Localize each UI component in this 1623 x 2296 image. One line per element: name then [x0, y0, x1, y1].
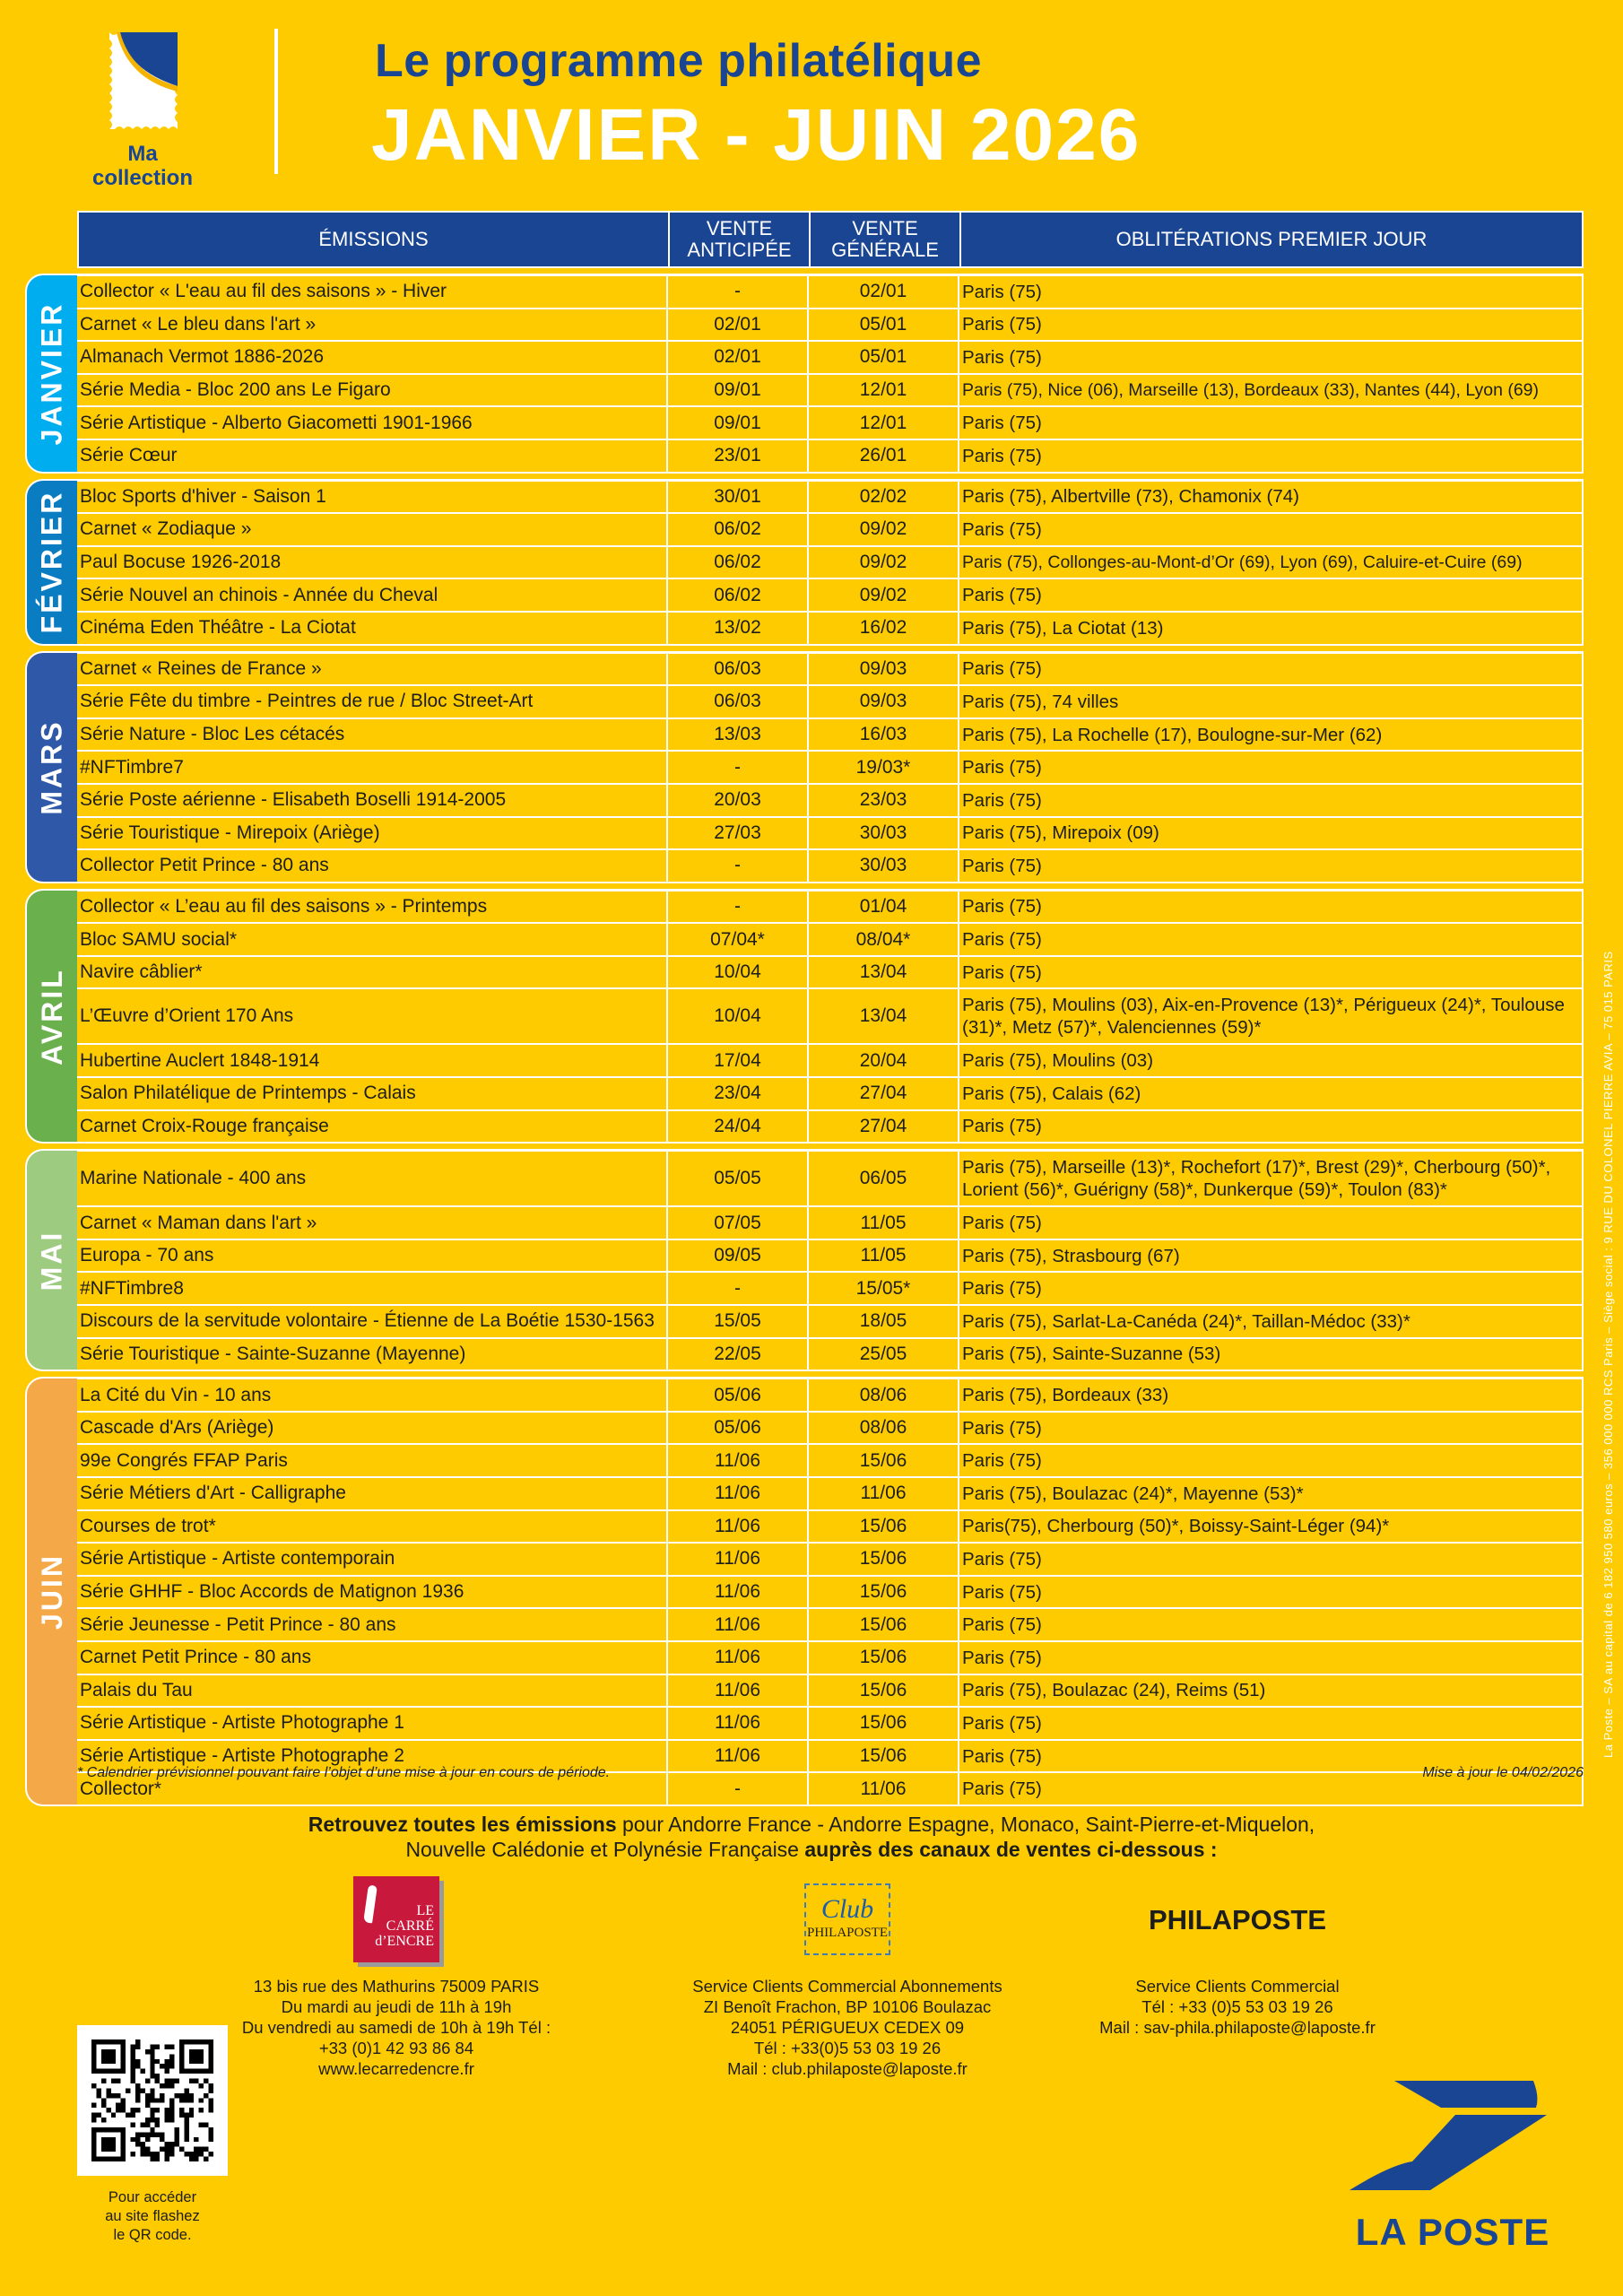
vente-anticipee: 22/05 [668, 1339, 809, 1370]
vente-generale: 15/06 [809, 1577, 959, 1608]
vente-anticipee: 11/06 [668, 1741, 809, 1772]
month-group-5 [77, 1377, 1584, 1806]
obliterations: Paris (75), Bordeaux (33) [959, 1379, 1584, 1411]
vente-anticipee: 06/03 [668, 686, 809, 718]
header-emissions: ÉMISSIONS [79, 213, 670, 266]
obliterations: Paris (75) [959, 1207, 1584, 1239]
month-label: MARS [35, 719, 68, 815]
table-row [77, 719, 1584, 752]
table-row [77, 1445, 1584, 1478]
vente-generale: 15/05* [809, 1273, 959, 1304]
emission-name: Marine Nationale - 400 ans [77, 1152, 668, 1205]
vente-anticipee: - [668, 276, 809, 308]
emission-name: Série Poste aérienne - Elisabeth Boselli 1914-2005 [77, 785, 668, 816]
vente-generale: 09/02 [809, 579, 959, 611]
emission-name: Discours de la servitude volontaire - Étienne de La Boétie 1530-1563 [77, 1306, 668, 1337]
table-row [77, 1609, 1584, 1642]
vente-anticipee: 09/05 [668, 1240, 809, 1272]
emission-name: Hubertine Auclert 1848-1914 [77, 1045, 668, 1076]
obliterations: Paris (75) [959, 1642, 1584, 1674]
table-row [77, 1240, 1584, 1274]
vente-generale: 05/01 [809, 342, 959, 373]
obliterations: Paris (75) [959, 654, 1584, 685]
header-obliterations: OBLITÉRATIONS PREMIER JOUR [1115, 228, 1428, 250]
obliterations: Paris (75), Nice (06), Marseille (13), Bordeaux (33), Nantes (44), Lyon (69) [959, 375, 1584, 406]
vente-generale: 02/01 [809, 276, 959, 308]
vente-generale: 09/03 [809, 654, 959, 685]
emission-name: Palais du Tau [77, 1675, 668, 1707]
emission-name: Série GHHF - Bloc Accords de Matignon 1936 [77, 1577, 668, 1608]
table-row [77, 579, 1584, 613]
emission-name: Cinéma Eden Théâtre - La Ciotat [77, 613, 668, 644]
vente-anticipee: 10/04 [668, 957, 809, 988]
vente-generale: 12/01 [809, 375, 959, 406]
vente-anticipee: 17/04 [668, 1045, 809, 1076]
table-row [77, 1511, 1584, 1544]
vente-generale: 26/01 [809, 440, 959, 472]
table-row [77, 686, 1584, 719]
obliterations: Paris (75) [959, 1544, 1584, 1575]
vente-generale: 02/02 [809, 482, 959, 513]
vente-generale: 11/05 [809, 1207, 959, 1239]
vente-anticipee: - [668, 850, 809, 882]
intro-text-2: Nouvelle Calédonie et Polynésie Française [405, 1838, 805, 1861]
table-row [77, 342, 1584, 375]
vente-anticipee: 10/04 [668, 989, 809, 1043]
vente-generale: 09/02 [809, 514, 959, 545]
emission-name: Série Nouvel an chinois - Année du Cheval [77, 579, 668, 611]
qr-caption: Pour accéder au site flashez le QR code. [105, 2189, 200, 2243]
obliterations: Paris (75) [959, 957, 1584, 988]
emissions-table [77, 211, 1584, 1806]
obliterations: Paris (75), Sainte-Suzanne (53) [959, 1339, 1584, 1370]
vente-anticipee: 09/01 [668, 375, 809, 406]
emission-name: Série Jeunesse - Petit Prince - 80 ans [77, 1609, 668, 1640]
channel-phone: Tél : +33 (0)5 53 03 19 26 [1141, 1997, 1333, 2016]
vente-anticipee: 15/05 [668, 1306, 809, 1337]
obliterations: Paris (75) [959, 579, 1584, 611]
obliterations: Paris (75) [959, 785, 1584, 816]
emission-name: Navire câblier* [77, 957, 668, 988]
emission-name: Série Cœur [77, 440, 668, 472]
emission-name: Carnet « Le bleu dans l'art » [77, 309, 668, 341]
vente-generale: 15/06 [809, 1708, 959, 1739]
month-tab-juin [25, 1377, 77, 1806]
vente-generale: 18/05 [809, 1306, 959, 1337]
vente-anticipee: 11/06 [668, 1609, 809, 1640]
obliterations: Paris (75) [959, 924, 1584, 955]
emission-name: Carnet Croix-Rouge française [77, 1111, 668, 1143]
emission-name: L’Œuvre d’Orient 170 Ans [77, 989, 668, 1043]
vente-anticipee: - [668, 1273, 809, 1304]
club-philaposte-logo: Club PHILAPOSTE [804, 1883, 890, 1955]
vente-anticipee: 06/03 [668, 654, 809, 685]
table-row [77, 613, 1584, 646]
vente-anticipee: 27/03 [668, 818, 809, 849]
emission-name: Almanach Vermot 1886-2026 [77, 342, 668, 373]
vente-anticipee: 09/01 [668, 407, 809, 439]
vente-anticipee: 24/04 [668, 1111, 809, 1143]
emission-name: Collector « L’eau au fil des saisons » - Printemps [77, 891, 668, 923]
table-row [77, 989, 1584, 1045]
table-row [77, 514, 1584, 547]
la-poste-logo: LA POSTE [1327, 2079, 1578, 2254]
table-row [77, 1207, 1584, 1240]
channel-address: 13 bis rue des Mathurins 75009 PARIS [253, 1977, 540, 1996]
page-subtitle: Le programme philatélique [375, 35, 983, 87]
emission-name: La Cité du Vin - 10 ans [77, 1379, 668, 1411]
channel-address: ZI Benoît Frachon, BP 10106 Boulazac [703, 1997, 992, 2016]
vente-anticipee: 13/02 [668, 613, 809, 644]
obliterations: Paris (75) [959, 850, 1584, 882]
emission-name: Collector « L'eau au fil des saisons » - Hiver [77, 276, 668, 308]
vente-anticipee: 02/01 [668, 342, 809, 373]
vente-generale: 11/05 [809, 1240, 959, 1272]
vente-anticipee: - [668, 1773, 809, 1805]
obliterations: Paris (75) [959, 440, 1584, 472]
table-row [77, 752, 1584, 785]
obliterations: Paris (75) [959, 342, 1584, 373]
emission-name: Carnet Petit Prince - 80 ans [77, 1642, 668, 1674]
vente-generale: 16/02 [809, 613, 959, 644]
table-row [77, 1379, 1584, 1413]
emission-name: Salon Philatélique de Printemps - Calais [77, 1078, 668, 1109]
logo-label: Ma collection [91, 142, 194, 190]
channel-phone: Tél : +33(0)5 53 03 19 26 [753, 2039, 942, 2057]
vente-anticipee: 11/06 [668, 1478, 809, 1509]
month-tab-mai [25, 1149, 77, 1371]
table-row [77, 1078, 1584, 1111]
header-divider [274, 29, 278, 174]
table-row [77, 1306, 1584, 1339]
month-tab-avril [25, 889, 77, 1144]
table-row [77, 818, 1584, 851]
obliterations: Paris (75) [959, 1741, 1584, 1772]
table-header [77, 211, 1584, 268]
emission-name: Carnet « Reines de France » [77, 654, 668, 685]
obliterations: Paris (75) [959, 407, 1584, 439]
table-row [77, 440, 1584, 474]
vente-anticipee: 02/01 [668, 309, 809, 341]
obliterations: Paris (75), 74 villes [959, 686, 1584, 718]
vente-generale: 30/03 [809, 818, 959, 849]
vente-anticipee: 06/02 [668, 579, 809, 611]
vente-generale: 23/03 [809, 785, 959, 816]
footnote: * Calendrier prévisionnel pouvant faire l’objet d’une mise à jour en cours de période. [77, 1765, 611, 1780]
vente-generale: 05/01 [809, 309, 959, 341]
obliterations: Paris (75), La Ciotat (13) [959, 613, 1584, 644]
table-row [77, 654, 1584, 687]
obliterations: Paris (75) [959, 752, 1584, 783]
la-poste-bird-icon [1341, 2079, 1565, 2196]
vente-anticipee: 05/05 [668, 1152, 809, 1205]
vente-anticipee: 05/06 [668, 1379, 809, 1411]
emission-name: #NFTimbre7 [77, 752, 668, 783]
table-row [77, 1413, 1584, 1446]
vente-generale: 16/03 [809, 719, 959, 751]
intro-bold-2: auprès des canaux de ventes ci-dessous : [804, 1838, 1218, 1861]
vente-anticipee: 06/02 [668, 514, 809, 545]
table-row [77, 1339, 1584, 1372]
table-row [77, 1642, 1584, 1675]
obliterations: Paris (75), Boulazac (24)*, Mayenne (53)* [959, 1478, 1584, 1509]
table-row [77, 1273, 1584, 1306]
vente-generale: 06/05 [809, 1152, 959, 1205]
vente-generale: 27/04 [809, 1078, 959, 1109]
month-label: JANVIER [35, 301, 68, 446]
obliterations: Paris (75), Marseille (13)*, Rochefort (17)*, Brest (29)*, Cherbourg (50)*, Lorient (56)*, Guérigny (58)*, Dunkerque (59)*, Toulon (83)* [959, 1152, 1584, 1205]
channel-club-philaposte [659, 1870, 1036, 2079]
vente-generale: 11/06 [809, 1478, 959, 1509]
table-row [77, 482, 1584, 515]
month-tab-mars [25, 651, 77, 883]
table-row [77, 276, 1584, 309]
emission-name: Cascade d'Ars (Ariège) [77, 1413, 668, 1444]
vente-anticipee: 11/06 [668, 1445, 809, 1476]
vente-anticipee: 06/02 [668, 547, 809, 578]
vente-generale: 15/06 [809, 1642, 959, 1674]
channel-service: Service Clients Commercial [1135, 1977, 1340, 1996]
vente-anticipee: 11/06 [668, 1577, 809, 1608]
obliterations: Paris (75) [959, 891, 1584, 923]
vente-generale: 08/06 [809, 1379, 959, 1411]
header-vente-anticipee: VENTE ANTICIPÉE [670, 213, 811, 266]
table-row [77, 1675, 1584, 1709]
vente-generale: 27/04 [809, 1111, 959, 1143]
table-row [77, 547, 1584, 580]
vente-generale: 09/02 [809, 547, 959, 578]
vente-generale: 25/05 [809, 1339, 959, 1370]
month-group-1 [77, 479, 1584, 646]
vente-generale: 08/04* [809, 924, 959, 955]
table-row [77, 1708, 1584, 1741]
emission-name: Série Métiers d'Art - Calligraphe [77, 1478, 668, 1509]
vente-anticipee: 11/06 [668, 1642, 809, 1674]
emission-name: 99e Congrés FFAP Paris [77, 1445, 668, 1476]
table-row [77, 1577, 1584, 1610]
obliterations: Paris (75), Moulins (03) [959, 1045, 1584, 1076]
vente-anticipee: 11/06 [668, 1544, 809, 1575]
channel-philaposte [1049, 1870, 1426, 2038]
qr-code[interactable] [77, 2025, 228, 2176]
emission-name: Collector* [77, 1773, 668, 1805]
emission-name: #NFTimbre8 [77, 1273, 668, 1304]
intro-text-1: pour Andorre France - Andorre Espagne, Monaco, Saint-Pierre-et-Miquelon, [616, 1813, 1315, 1836]
obliterations: Paris (75) [959, 276, 1584, 308]
carre-dencre-logo: LE CARRÉ d’ENCRE [353, 1876, 439, 1962]
philaposte-logo: PHILAPOSTE [1148, 1903, 1327, 1935]
channel-address: 24051 PÉRIGUEUX CEDEX 09 [730, 2018, 965, 2037]
emission-name: Collector Petit Prince - 80 ans [77, 850, 668, 882]
month-group-4 [77, 1149, 1584, 1371]
emission-name: Série Touristique - Sainte-Suzanne (Mayenne) [77, 1339, 668, 1370]
emission-name: Série Artistique - Artiste contemporain [77, 1544, 668, 1575]
vente-generale: 15/06 [809, 1445, 959, 1476]
vente-generale: 08/06 [809, 1413, 959, 1444]
table-row [77, 1544, 1584, 1577]
update-date: Mise à jour le 04/02/2026 [1422, 1765, 1584, 1780]
vente-generale: 15/06 [809, 1544, 959, 1575]
vente-generale: 19/03* [809, 752, 959, 783]
obliterations: Paris (75) [959, 1413, 1584, 1444]
obliterations: Paris(75), Cherbourg (50)*, Boissy-Saint-Léger (94)* [959, 1511, 1584, 1543]
emission-name: Courses de trot* [77, 1511, 668, 1543]
obliterations: Paris (75), Moulins (03), Aix-en-Provence (13)*, Périgueux (24)*, Toulouse (31)*, Metz (57)*, Valenciennes (59)* [959, 989, 1584, 1043]
month-tab-février [25, 479, 77, 646]
month-group-3 [77, 889, 1584, 1144]
channel-carre-dencre [208, 1870, 585, 2079]
vente-generale: 13/04 [809, 957, 959, 988]
obliterations: Paris (75) [959, 1273, 1584, 1304]
table-row [77, 1111, 1584, 1144]
channel-website-link[interactable]: www.lecarredencre.fr [318, 2059, 474, 2078]
vente-anticipee: 23/04 [668, 1078, 809, 1109]
channel-phone: +33 (0)1 42 93 86 84 [318, 2039, 474, 2057]
table-row [77, 957, 1584, 990]
vente-generale: 15/06 [809, 1675, 959, 1707]
emission-name: Série Fête du timbre - Peintres de rue / Bloc Street-Art [77, 686, 668, 718]
obliterations: Paris (75), Albertville (73), Chamonix (74) [959, 482, 1584, 513]
vente-generale: 15/06 [809, 1609, 959, 1640]
emission-name: Série Nature - Bloc Les cétacés [77, 719, 668, 751]
obliterations: Paris (75) [959, 1577, 1584, 1608]
vente-anticipee: - [668, 891, 809, 923]
table-row [77, 785, 1584, 818]
vente-generale: 30/03 [809, 850, 959, 882]
vente-generale: 15/06 [809, 1741, 959, 1772]
channel-service: Service Clients Commercial Abonnements [692, 1977, 1002, 1996]
emission-name: Série Artistique - Artiste Photographe 1 [77, 1708, 668, 1739]
obliterations: Paris (75), Strasbourg (67) [959, 1240, 1584, 1272]
channel-email-link[interactable]: Mail : sav-phila.philaposte@laposte.fr [1099, 2018, 1376, 2037]
legal-text: La Poste – SA au capital de 6 182 950 580 euros – 356 000 000 RCS Paris – Siège social : 9 RUE DU COLONEL PIERRE AVIA – 75 015 PARIS [1601, 951, 1615, 1758]
month-label: FÉVRIER [35, 490, 68, 634]
obliterations: Paris (75), Calais (62) [959, 1078, 1584, 1109]
month-label: MAI [35, 1230, 68, 1292]
obliterations: Paris (75), Mirepoix (09) [959, 818, 1584, 849]
vente-anticipee: 13/03 [668, 719, 809, 751]
emission-name: Europa - 70 ans [77, 1240, 668, 1272]
vente-anticipee: 30/01 [668, 482, 809, 513]
vente-anticipee: 07/05 [668, 1207, 809, 1239]
obliterations: Paris (75) [959, 1609, 1584, 1640]
obliterations: Paris (75) [959, 514, 1584, 545]
table-row [77, 924, 1584, 957]
vente-generale: 11/06 [809, 1773, 959, 1805]
vente-anticipee: 07/04* [668, 924, 809, 955]
vente-anticipee: - [668, 752, 809, 783]
emission-name: Série Media - Bloc 200 ans Le Figaro [77, 375, 668, 406]
sales-channels-intro [0, 1812, 1623, 1862]
vente-generale: 13/04 [809, 989, 959, 1043]
obliterations: Paris (75) [959, 1445, 1584, 1476]
emission-name: Série Touristique - Mirepoix (Ariège) [77, 818, 668, 849]
table-body [77, 274, 1584, 1806]
header-vente-generale: VENTE GÉNÉRALE [811, 213, 961, 266]
month-group-2 [77, 651, 1584, 883]
vente-anticipee: 11/06 [668, 1708, 809, 1739]
stamp-icon [104, 29, 181, 133]
vente-generale: 20/04 [809, 1045, 959, 1076]
channel-hours: Du vendredi au samedi de 10h à 19h Tél : [241, 2018, 551, 2037]
month-tab-janvier [25, 274, 77, 474]
vente-anticipee: 11/06 [668, 1511, 809, 1543]
qr-code-icon [91, 2039, 213, 2161]
emission-name: Bloc SAMU social* [77, 924, 668, 955]
vente-anticipee: 05/06 [668, 1413, 809, 1444]
obliterations: Paris (75), Collonges-au-Mont-d’Or (69), Lyon (69), Caluire-et-Cuire (69) [959, 547, 1584, 578]
emission-name: Série Artistique - Artiste Photographe 2 [77, 1741, 668, 1772]
intro-bold-1: Retrouvez toutes les émissions [308, 1813, 617, 1836]
page-title: JANVIER - JUIN 2026 [371, 94, 1141, 176]
table-row [77, 1045, 1584, 1078]
emission-name: Carnet « Zodiaque » [77, 514, 668, 545]
table-row [77, 891, 1584, 925]
vente-generale: 15/06 [809, 1511, 959, 1543]
table-row [77, 1478, 1584, 1511]
obliterations: Paris (75) [959, 1773, 1584, 1805]
channel-email-link[interactable]: Mail : club.philaposte@laposte.fr [727, 2059, 968, 2078]
obliterations: Paris (75), Sarlat-La-Canéda (24)*, Taillan-Médoc (33)* [959, 1306, 1584, 1337]
table-row [77, 375, 1584, 408]
table-row [77, 309, 1584, 343]
month-label: JUIN [35, 1553, 68, 1631]
vente-anticipee: 23/01 [668, 440, 809, 472]
month-group-0 [77, 274, 1584, 474]
table-row [77, 1152, 1584, 1207]
channel-hours: Du mardi au jeudi de 11h à 19h [281, 1997, 512, 2016]
emission-name: Bloc Sports d'hiver - Saison 1 [77, 482, 668, 513]
vente-generale: 01/04 [809, 891, 959, 923]
vente-anticipee: 20/03 [668, 785, 809, 816]
month-label: AVRIL [35, 967, 68, 1065]
emission-name: Paul Bocuse 1926-2018 [77, 547, 668, 578]
vente-generale: 12/01 [809, 407, 959, 439]
vente-generale: 09/03 [809, 686, 959, 718]
obliterations: Paris (75), Boulazac (24), Reims (51) [959, 1675, 1584, 1707]
vente-anticipee: 11/06 [668, 1675, 809, 1707]
table-row [77, 407, 1584, 440]
ma-collection-logo [84, 29, 201, 190]
obliterations: Paris (75) [959, 1111, 1584, 1143]
emission-name: Série Artistique - Alberto Giacometti 1901-1966 [77, 407, 668, 439]
table-row [77, 850, 1584, 883]
emission-name: Carnet « Maman dans l'art » [77, 1207, 668, 1239]
obliterations: Paris (75), La Rochelle (17), Boulogne-sur-Mer (62) [959, 719, 1584, 751]
obliterations: Paris (75) [959, 309, 1584, 341]
obliterations: Paris (75) [959, 1708, 1584, 1739]
